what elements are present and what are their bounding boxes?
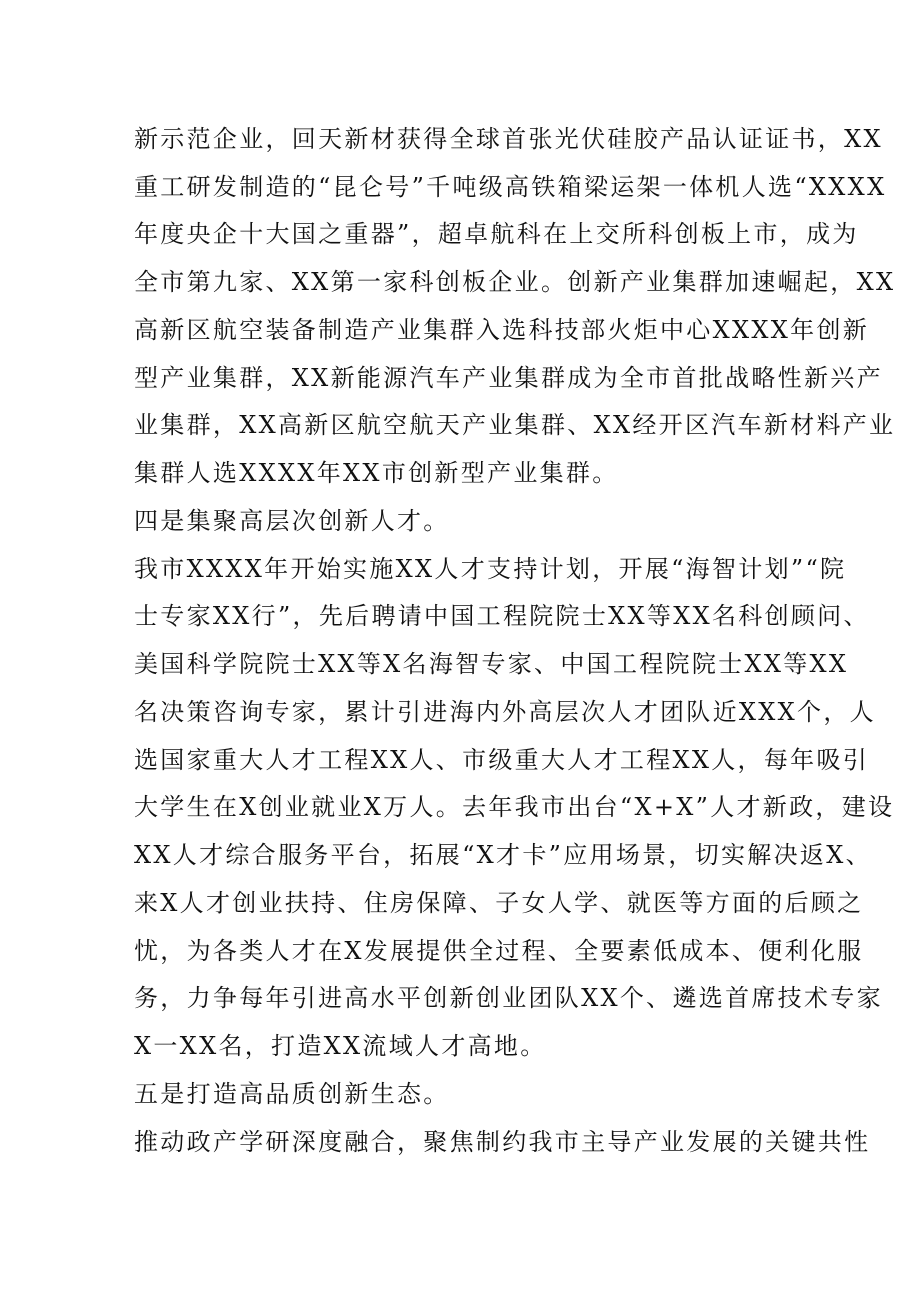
text-line: 集群人选XXXX年XX市创新型产业集群。 [134,459,619,487]
text-line: 来X人才创业扶持、住房保障、子女人学、就医等方面的后顾之 [134,889,864,917]
text-line: 新示范企业，回天新材获得全球首张光伏硅胶产品认证证书，XX [134,125,883,153]
text-line: 高新区航空装备制造产业集群入选科技部火炬中心XXXX年创新 [134,316,870,344]
text-line: 士专家XX行”，先后聘请中国工程院院士XX等XX名科创顾问、 [134,602,870,630]
text-line: 忧，为各类人才在X发展提供全过程、全要素低成本、便利化服 [134,937,864,965]
section-heading: 五是打造高品质创新生态。 [134,1080,450,1108]
text-line: 年度央企十大国之重器”，超卓航科在上交所科创板上市，成为 [134,220,859,248]
text-line: XX人才综合服务平台，拓展“X才卡”应用场景，切实解决返X、 [134,841,872,869]
text-line: 选国家重大人才工程XX人、市级重大人才工程XX人，每年吸引 [134,746,870,774]
text-line: X一XX名，打造XX流域人才高地。 [134,1032,547,1060]
section-heading: 四是集聚高层次创新人才。 [134,507,450,535]
text-line: 全市第九家、XX第一家科创板企业。创新产业集群加速崛起，XX [134,268,896,296]
text-line: 名决策咨询专家，累计引进海内外高层次人才团队近XXX个，人 [134,698,876,726]
text-line: 业集群，XX高新区航空航天产业集群、XX经开区汽车新材料产业 [134,411,896,439]
text-line: 美国科学院院士XX等X名海智专家、中国工程院院士XX等XX [134,650,849,678]
text-line: 务，力争每年引进高水平创新创业团队XX个、遴选首席技术专家 [134,984,883,1012]
text-line: 型产业集群，XX新能源汽车产业集群成为全市首批战略性新兴产 [134,364,883,392]
text-line: 推动政产学研深度融合，聚焦制约我市主导产业发展的关键共性 [134,1128,871,1156]
text-line: 我市XXXX年开始实施XX人才支持计划，开展“海智计划”“院 [134,555,847,583]
text-line: 大学生在X创业就业X万人。去年我市出台“X+X”人才新政，建设 [134,793,895,821]
text-line: 重工研发制造的“昆仑号”千吨级高铁箱梁运架一体机人选“XXXX [134,173,887,201]
